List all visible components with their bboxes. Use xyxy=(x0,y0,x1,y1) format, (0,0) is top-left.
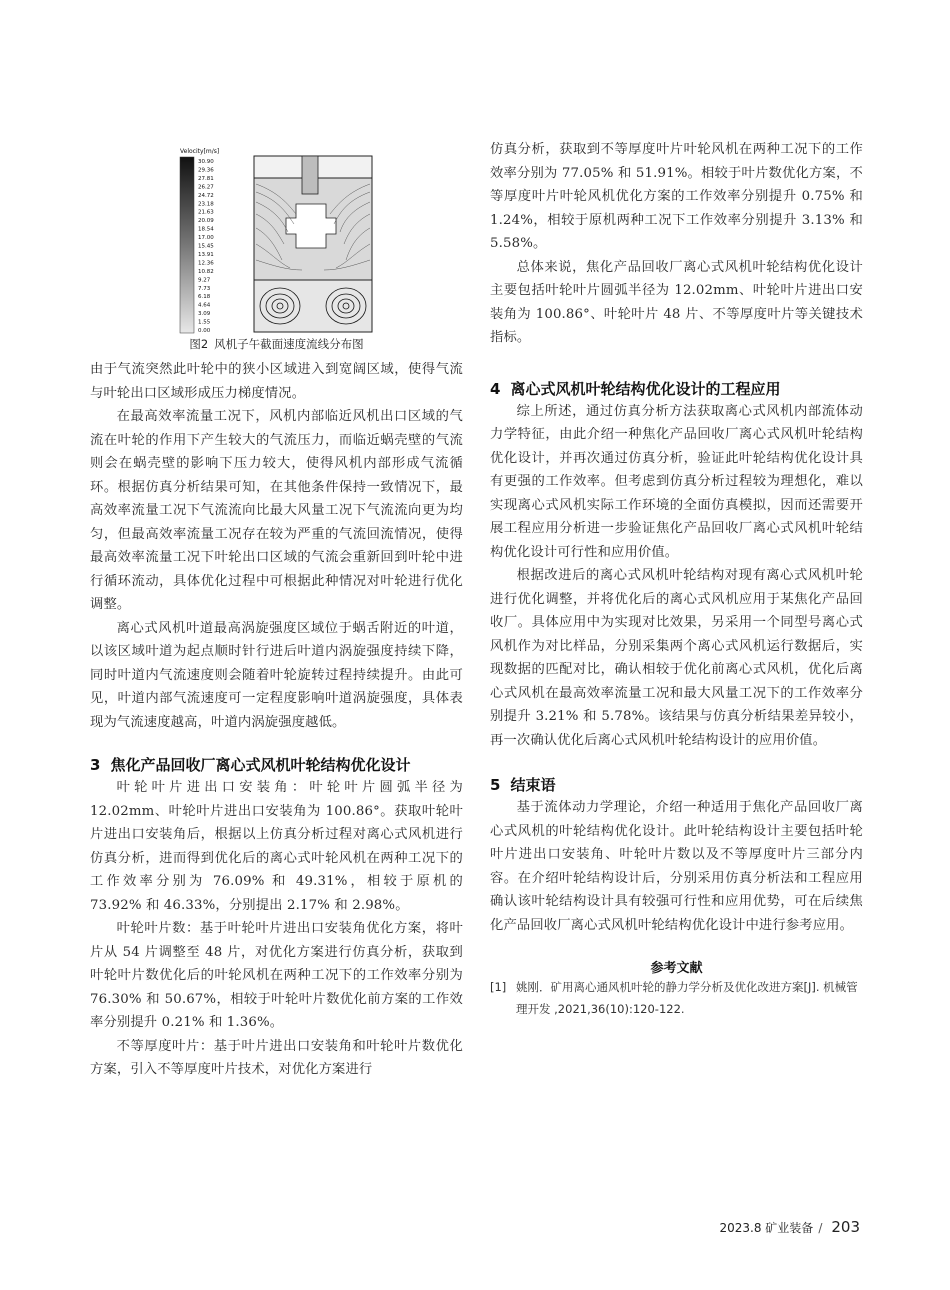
paragraph: 综上所述，通过仿真分析方法获取离心式风机内部流体动力学特征，由此介绍一种焦化产品回收厂离心式风机叶轮结构优化设计，并再次通过仿真分析，验证此叶轮结构优化设计具有更强的工作效率。但考虑到仿真分析过程较为理想化，难以实现离心式风机实际工作环境的全面仿真模拟，因而还需要开展工程应用分析进一步验证焦化产品回收厂离心式风机叶轮结构优化设计可行性和应用价值。 xyxy=(490,403,863,560)
legend-value-label: 23.18 xyxy=(198,201,214,208)
paragraph: 基于流体动力学理论，介绍一种适用于焦化产品回收厂离心式风机的叶轮结构优化设计。此叶轮结构设计主要包括叶轮叶片进出口安装角、叶轮叶片数以及不等厚度叶片三部分内容。在介绍叶轮结构设计后，分别采用仿真分析法和工程应用确认该叶轮结构设计具有较强可行性和应用优势，可在后续焦化产品回收厂离心式风机叶轮结构优化设计中进行参考应用。 xyxy=(490,800,863,933)
paragraph: 仿真分析，获取到不等厚度叶片叶轮风机在两种工况下的工作效率分别为 77.05% 和 51.91%。相较于叶片数优化方案，不等厚度叶片叶轮风机优化方案的工作效率分别提升 0.75% 和 1.24%，相较于原机两种工况下工作效率分别提升 3.13% 和 5.58%。 xyxy=(490,142,863,251)
paragraph: 根据改进后的离心式风机叶轮结构对现有离心式风机叶轮进行优化调整，并将优化后的离心式风机应用于某焦化产品回收厂。具体应用中为实现对比效果，另采用一个同型号离心式风机作为对比样品，分别采集两个离心式风机运行数据后，实现数据的匹配对比，确认相较于优化前离心式风机，优化后离心式风机在最高效率流量工况和最大风量工况下的工作效率分别提升 3.21% 和 5.78%。该结果与仿真分析结果差异较小，再一次确认优化后离心式风机叶轮结构设计的应用价值。 xyxy=(490,568,863,748)
paragraph: 叶轮叶片进出口安装角：叶轮叶片圆弧半径为 12.02mm、叶轮叶片进出口安装角为 100.86°。获取叶轮叶片进出口安装角后，根据以上仿真分析过程对离心式风机进行仿真分析，进而得到优化后的离心式叶轮风机在两种工况下的工作效率分别为 76.09% 和 49.31%，相较于原机的 73.92% 和 46.33%，分别提出 2.17% 和 2.98%。 xyxy=(90,780,463,913)
references-heading: 参考文献 xyxy=(650,961,703,976)
section-5-heading xyxy=(490,774,863,796)
legend-value-label: 15.45 xyxy=(198,243,214,250)
figure-caption xyxy=(90,336,463,352)
legend-value-label: 21.63 xyxy=(198,209,214,216)
figure-number: 图2 xyxy=(189,337,209,351)
legend-value-label: 3.09 xyxy=(198,311,211,318)
legend-value-label: 20.09 xyxy=(198,218,214,225)
legend-value-label: 29.36 xyxy=(198,167,214,174)
section-number: 4 xyxy=(490,379,501,398)
paragraph: 不等厚度叶片：基于叶片进出口安装角和叶轮叶片数优化方案，引入不等厚度叶片技术，对优化方案进行 xyxy=(90,1038,463,1077)
paragraph: 叶轮叶片数：基于叶轮叶片进出口安装角优化方案，将叶片从 54 片调整至 48 片，对优化方案进行仿真分析，获取到叶轮叶片数优化后的叶轮风机在两种工况下的工作效率分别为 76.30% 和 50.67%，相较于叶轮叶片数优化前方案的工作效率分别提升 0.21% 和 1.36%。 xyxy=(90,921,463,1030)
velocity-streamline-figure xyxy=(178,144,378,336)
legend-value-label: 27.81 xyxy=(198,175,214,182)
legend-value-label: 10.82 xyxy=(198,268,214,275)
legend-title: Velocity[m/s] xyxy=(180,148,220,155)
paragraph: 由于气流突然此叶轮中的狭小区域进入到宽阔区域，使得气流与叶轮出口区域形成压力梯度情况。 xyxy=(90,362,463,401)
reference-item xyxy=(490,976,863,1020)
paragraph: 离心式风机叶道最高涡旋强度区域位于蜗舌附近的叶道，以该区域叶道为起点顺时针行进后叶道内涡旋强度持续下降，同时叶道内气流速度则会随着叶轮旋转过程持续提升。由此可见，叶道内部气流速度可一定程度影响叶道涡旋强度，具体表现为气流速度越高，叶道内涡旋强度越低。 xyxy=(90,620,463,730)
page-number: 203 xyxy=(831,1218,860,1236)
figure-2 xyxy=(90,138,463,358)
legend-colorbar xyxy=(180,157,194,333)
paragraph: 在最高效率流量工况下，风机内部临近风机出口区域的气流在叶轮的作用下产生较大的气流压力，而临近蜗壳壁的气流则会在蜗壳壁的影响下压力较大，使得风机内部形成气流循环。根据仿真分析结果可知，在其他条件保持一致情况下，最高效率流量工况下气流流向比最大风量工况下气流流向更为均匀，但最高效率流量工况存在较为严重的气流回流情况，使得最高效率流量工况下叶轮出口区域的气流会重新回到叶轮中进行循环流动，具体优化过程中可根据此种情况对叶轮进行优化调整。 xyxy=(90,409,463,612)
section-3-heading xyxy=(90,754,463,776)
figure-caption-text: 风机子午截面速度流线分布图 xyxy=(214,337,364,351)
reference-number: [1] xyxy=(490,980,507,994)
legend-value-label: 4.64 xyxy=(198,302,211,309)
section-title: 焦化产品回收厂离心式风机叶轮结构优化设计 xyxy=(110,756,411,774)
legend-value-label: 13.91 xyxy=(198,251,214,258)
journal-issue: 2023.8 矿业装备 xyxy=(719,1221,814,1235)
legend-value-label: 9.27 xyxy=(198,277,211,284)
section-number: 3 xyxy=(90,756,101,774)
legend-value-label: 12.36 xyxy=(198,260,214,267)
legend-value-label: 7.73 xyxy=(198,285,211,292)
paragraph: 总体来说，焦化产品回收厂离心式风机叶轮结构优化设计主要包括叶轮叶片圆弧半径为 12.02mm、叶轮叶片进出口安装角为 100.86°、叶轮叶片 48 片、不等厚度叶片等关键技术指标。 xyxy=(490,259,863,345)
legend-value-label: 6.18 xyxy=(198,294,211,301)
section-title: 离心式风机叶轮结构优化设计的工程应用 xyxy=(510,379,781,398)
legend-value-label: 24.72 xyxy=(198,192,214,199)
right-column xyxy=(490,138,863,1020)
legend-value-label: 1.55 xyxy=(198,319,211,326)
section-4-heading xyxy=(490,378,863,400)
legend-value-label: 26.27 xyxy=(198,184,214,191)
legend-value-label: 0.00 xyxy=(198,328,211,334)
footer-separator: / xyxy=(818,1221,823,1235)
section-title: 结束语 xyxy=(510,776,556,794)
page-footer xyxy=(720,1218,861,1236)
section-number: 5 xyxy=(490,776,501,794)
left-column xyxy=(90,138,463,1082)
legend-value-label: 30.90 xyxy=(198,159,214,165)
legend-value-label: 18.54 xyxy=(198,226,214,233)
reference-text: 姚刚．矿用离心通风机叶轮的静力学分析及优化改进方案[J]. 机械管理开发 ,2021,36(10):120-122. xyxy=(516,980,858,1016)
legend-value-label: 17.00 xyxy=(198,235,214,242)
legend-labels xyxy=(198,159,214,334)
